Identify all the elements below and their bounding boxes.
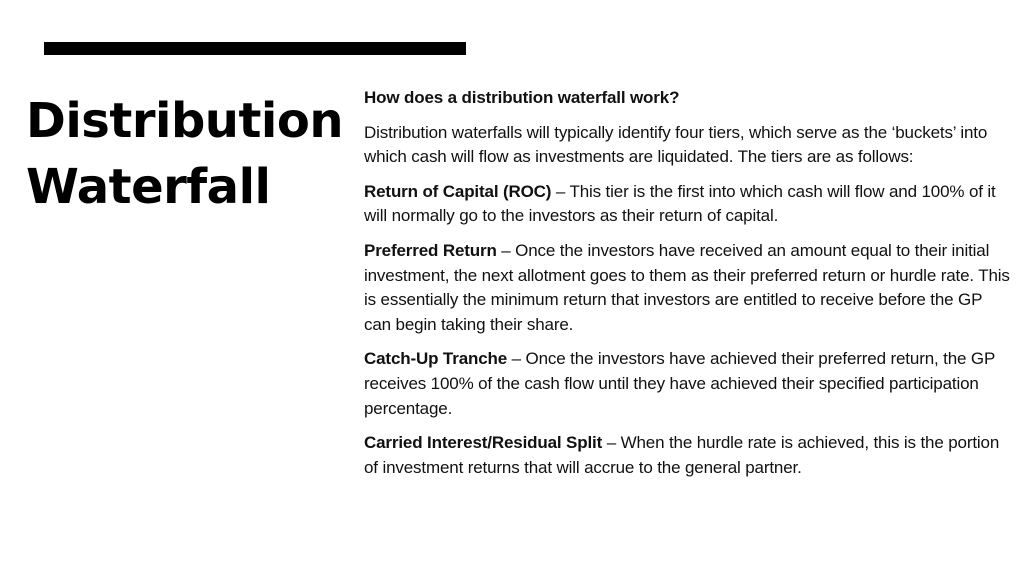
tier-description: – This tier is the first into which cash will flow and 100% of it will normally go to the investors as their return of capital. <box>364 181 996 226</box>
tier-preferred-return <box>364 239 1012 337</box>
tier-description: – Once the investors have received an amount equal to their initial investment, the next allotment goes to them as their preferred return or hurdle rate. This is essentially the minimum return that investors are entitled to receive before the GP can begin taking their share. <box>364 240 1010 334</box>
intro-paragraph: Distribution waterfalls will typically identify four tiers, which serve as the ‘buckets’ into which cash will flow as investments are liquidated. The tiers are as follows: <box>364 122 988 167</box>
tier-return-of-capital <box>364 180 1012 229</box>
tier-name: Carried Interest/Residual Split <box>364 433 603 453</box>
tier-carried-interest <box>364 431 1012 480</box>
section-heading: How does a distribution waterfall work? <box>364 88 680 107</box>
tier-description: – When the hurdle rate is achieved, this is the portion of investment returns that will accrue to the general partner. <box>364 433 1000 477</box>
slide-title <box>26 88 356 220</box>
tier-name: Return of Capital (ROC) <box>364 181 552 201</box>
tier-name: Catch-Up Tranche <box>364 349 508 369</box>
slide-body <box>364 86 1012 490</box>
slide-title-line-2: Waterfall <box>26 159 271 215</box>
tier-description: – Once the investors have achieved their preferred return, the GP receives 100% of the cash flow until they have achieved their specified participation percentage. <box>364 349 995 418</box>
tier-name: Preferred Return <box>364 240 497 260</box>
slide-title-line-1: Distribution <box>26 93 344 149</box>
tier-catch-up-tranche <box>364 347 1012 421</box>
title-accent-bar <box>44 42 466 55</box>
